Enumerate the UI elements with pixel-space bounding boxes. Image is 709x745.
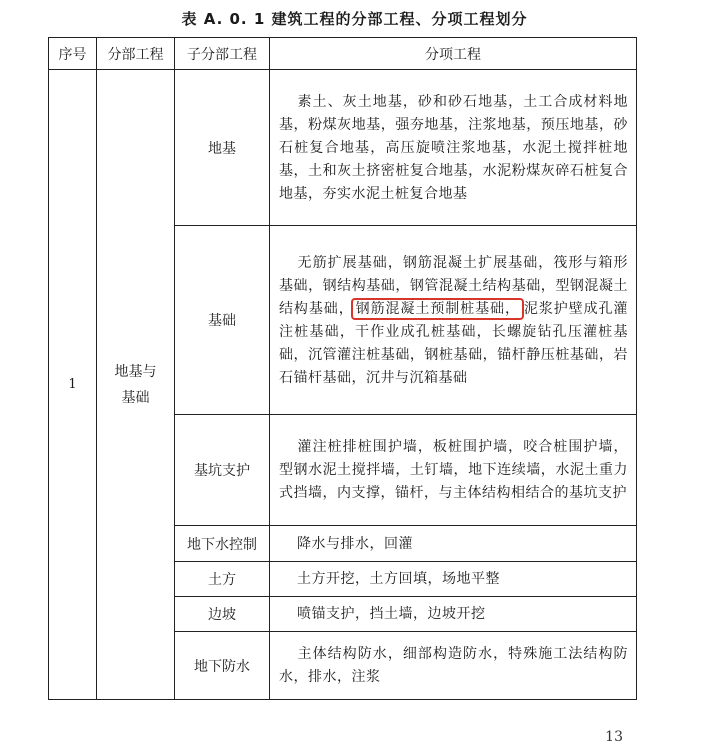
item-text: 降水与排水，回灌 bbox=[297, 535, 413, 552]
item-list bbox=[270, 526, 637, 562]
item-list bbox=[270, 632, 637, 700]
division-name-text: 地基与基础 bbox=[114, 363, 157, 406]
item-list bbox=[270, 562, 637, 597]
item-text: 泥浆护壁成孔灌注桩基础，干作业成孔桩基础，长螺旋钻孔压灌桩基础，沉管灌注桩基础，钢桩基础，锚杆静压桩基础，岩石锚杆基础，沉井与沉箱基础 bbox=[279, 300, 629, 386]
page-number: 13 bbox=[605, 729, 623, 745]
item-text: 主体结构防水，细部构造防水，特殊施工法结构防水，排水，注浆 bbox=[279, 646, 628, 685]
item-text: 无筋扩展基础，钢筋混凝土扩展基础，筏形与箱形基础，钢结构基础，钢管混凝土结构基础，型钢混凝土结构基础， bbox=[279, 254, 628, 317]
item-text: 土方开挖，土方回填，场地平整 bbox=[297, 571, 500, 587]
column-header-number: 序号 bbox=[49, 38, 97, 70]
item-text: 灌注桩排桩围护墙，板桩围护墙，咬合桩围护墙，型钢水泥土搅拌墙，土钉墙，地下连续墙，水泥土重力式挡墙，内支撑，锚杆，与主体结构相结合的基坑支护 bbox=[279, 439, 628, 501]
subdivision-name: 边坡 bbox=[175, 597, 270, 632]
item-list bbox=[270, 597, 637, 632]
table-row bbox=[49, 70, 637, 226]
column-header-division: 分部工程 bbox=[97, 38, 175, 70]
subdivision-name: 基础 bbox=[175, 226, 270, 415]
table-header-row bbox=[49, 38, 637, 70]
table-title: 表 A. 0. 1 建筑工程的分部工程、分项工程划分 bbox=[181, 10, 528, 28]
highlighted-item: 钢筋混凝土预制桩基础， bbox=[351, 298, 524, 320]
item-list bbox=[270, 226, 637, 415]
subdivision-name: 地下防水 bbox=[175, 632, 270, 700]
item-text: 喷锚支护，挡土墙，边坡开挖 bbox=[297, 606, 486, 622]
division-table bbox=[48, 37, 637, 700]
subdivision-name: 基坑支护 bbox=[175, 415, 270, 526]
item-text: 素土、灰土地基，砂和砂石地基，土工合成材料地基，粉煤灰地基，强夯地基，注浆地基，预压地基，砂石桩复合地基，高压旋喷注浆地基，水泥土搅拌桩地基，土和灰土挤密桩复合地基，水泥粉煤灰碎石桩复合地基，夯实水泥土桩复合地基 bbox=[279, 93, 628, 202]
row-number: 1 bbox=[49, 70, 97, 700]
division-name bbox=[97, 70, 175, 700]
column-header-items: 分项工程 bbox=[270, 38, 637, 70]
subdivision-name: 地下水控制 bbox=[175, 526, 270, 562]
item-list bbox=[270, 70, 637, 226]
subdivision-name: 地基 bbox=[175, 70, 270, 226]
subdivision-name: 土方 bbox=[175, 562, 270, 597]
item-list bbox=[270, 415, 637, 526]
column-header-subdivision: 子分部工程 bbox=[175, 38, 270, 70]
